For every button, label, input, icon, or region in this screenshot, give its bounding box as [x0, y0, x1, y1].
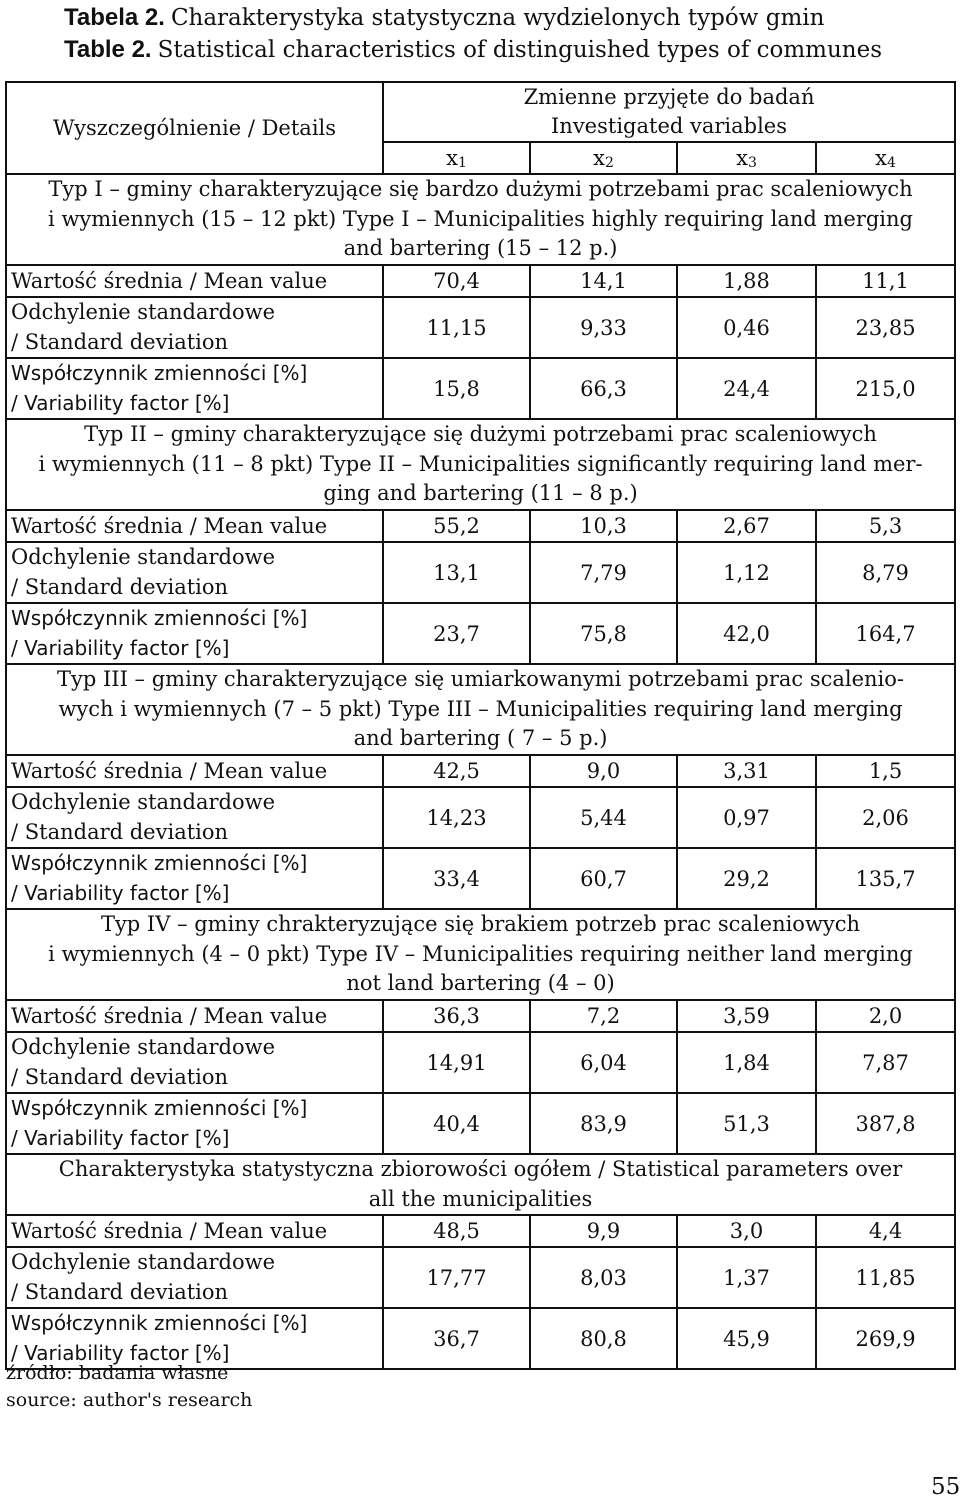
- section-title-line: Typ IV – gminy chrakteryzujące się brakiem potrzeb prac scaleniowych: [100, 912, 861, 937]
- mean-row: [6, 1215, 955, 1247]
- row-label-cv: [6, 848, 383, 909]
- sd-value-cell: 14,23: [383, 787, 530, 848]
- mean-value-cell: 9,0: [530, 755, 677, 787]
- sd-value-cell: 1,12: [677, 542, 816, 603]
- cv-value-cell: 45,9: [677, 1308, 816, 1369]
- section-header-row: [6, 909, 955, 1000]
- mean-value-cell: 2,67: [677, 510, 816, 542]
- row-label-mean: Wartość średnia / Mean value: [6, 265, 383, 297]
- cv-row: [6, 358, 955, 419]
- sd-row: [6, 542, 955, 603]
- caption-pl: [64, 2, 882, 34]
- row-label-sd-line1: Odchylenie standardowe: [11, 300, 276, 324]
- row-label-cv-line1: Współczynnik zmienności [%]: [11, 1096, 308, 1120]
- section-title: [6, 909, 955, 1000]
- sd-value-cell: 14,91: [383, 1032, 530, 1093]
- cv-value-cell: 164,7: [816, 603, 955, 664]
- row-label-sd-line1: Odchylenie standardowe: [11, 1250, 276, 1274]
- sd-value-cell: 23,85: [816, 297, 955, 358]
- sd-row: [6, 1032, 955, 1093]
- cv-value-cell: 33,4: [383, 848, 530, 909]
- sd-value-cell: 11,85: [816, 1247, 955, 1308]
- row-label-sd-line1: Odchylenie standardowe: [11, 1035, 276, 1059]
- mean-value-cell: 11,1: [816, 265, 955, 297]
- header-details: Wyszczególnienie / Details: [6, 82, 383, 174]
- row-label-mean: Wartość średnia / Mean value: [6, 1215, 383, 1247]
- header-variable: $x_3$: [677, 142, 816, 174]
- row-label-mean: Wartość średnia / Mean value: [6, 755, 383, 787]
- cv-value-cell: 15,8: [383, 358, 530, 419]
- page-number: 55: [931, 1474, 960, 1500]
- cv-row: [6, 1093, 955, 1154]
- row-label-cv: [6, 358, 383, 419]
- section-header-row: [6, 174, 955, 265]
- mean-value-cell: 5,3: [816, 510, 955, 542]
- sd-value-cell: 2,06: [816, 787, 955, 848]
- caption-en: [64, 34, 882, 66]
- sd-value-cell: 7,87: [816, 1032, 955, 1093]
- mean-value-cell: 9,9: [530, 1215, 677, 1247]
- cv-value-cell: 66,3: [530, 358, 677, 419]
- caption-en-title: Statistical characteristics of distinguished types of communes: [157, 37, 883, 63]
- cv-value-cell: 24,4: [677, 358, 816, 419]
- section-title-line: i wymiennych (15 – 12 pkt) Type I – Municipalities highly requiring land merging: [48, 206, 913, 231]
- section-title-line: Typ II – gminy charakteryzujące się dużymi potrzebami prac scaleniowych: [84, 422, 877, 447]
- sd-value-cell: 17,77: [383, 1247, 530, 1308]
- section-title-line: i wymiennych (11 – 8 pkt) Type II – Municipalities significantly requiring land mer-: [38, 451, 923, 476]
- cv-value-cell: 215,0: [816, 358, 955, 419]
- row-label-cv-line2: / Variability factor [%]: [11, 390, 230, 415]
- sd-value-cell: 5,44: [530, 787, 677, 848]
- header-group-en: Investigated variables: [551, 114, 788, 138]
- source-pl: źródło: badania własne: [6, 1362, 229, 1384]
- header-variable: $x_2$: [530, 142, 677, 174]
- mean-value-cell: 10,3: [530, 510, 677, 542]
- cv-value-cell: 42,0: [677, 603, 816, 664]
- cv-value-cell: 51,3: [677, 1093, 816, 1154]
- cv-value-cell: 269,9: [816, 1308, 955, 1369]
- section-title-line: not land bartering (4 – 0): [346, 971, 615, 996]
- section-title-line: and bartering ( 7 – 5 p.): [353, 726, 608, 751]
- section-title: [6, 174, 955, 265]
- sd-value-cell: 9,33: [530, 297, 677, 358]
- cv-value-cell: 135,7: [816, 848, 955, 909]
- row-label-cv-line1: Współczynnik zmienności [%]: [11, 606, 308, 630]
- section-title: [6, 1154, 955, 1215]
- cv-value-cell: 36,7: [383, 1308, 530, 1369]
- row-label-sd: [6, 1032, 383, 1093]
- mean-value-cell: 14,1: [530, 265, 677, 297]
- mean-value-cell: 55,2: [383, 510, 530, 542]
- header-variable: $x_4$: [816, 142, 955, 174]
- cv-row: [6, 848, 955, 909]
- sd-value-cell: 7,79: [530, 542, 677, 603]
- mean-row: [6, 265, 955, 297]
- sd-value-cell: 6,04: [530, 1032, 677, 1093]
- sd-value-cell: 1,84: [677, 1032, 816, 1093]
- row-label-sd: [6, 542, 383, 603]
- caption-pl-label: Tabela 2.: [64, 4, 165, 31]
- section-title-line: ging and bartering (11 – 8 p.): [323, 481, 638, 506]
- row-label-cv-line1: Współczynnik zmienności [%]: [11, 1311, 308, 1335]
- cv-row: [6, 603, 955, 664]
- mean-value-cell: 1,88: [677, 265, 816, 297]
- sd-value-cell: 8,03: [530, 1247, 677, 1308]
- header-variables-group: [383, 82, 955, 142]
- section-title: [6, 419, 955, 510]
- row-label-cv: [6, 603, 383, 664]
- mean-row: [6, 755, 955, 787]
- sd-value-cell: 11,15: [383, 297, 530, 358]
- mean-value-cell: 42,5: [383, 755, 530, 787]
- row-label-cv-line2: / Variability factor [%]: [11, 880, 230, 905]
- mean-row: [6, 510, 955, 542]
- statistics-table: [5, 81, 956, 1370]
- sd-row: [6, 297, 955, 358]
- row-label-sd: [6, 787, 383, 848]
- cv-value-cell: 83,9: [530, 1093, 677, 1154]
- section-header-row: [6, 419, 955, 510]
- section-title-line: i wymiennych (4 – 0 pkt) Type IV – Municipalities requiring neither land merging: [48, 941, 913, 966]
- row-label-sd-line2: / Standard deviation: [11, 1279, 229, 1304]
- row-label-mean: Wartość średnia / Mean value: [6, 510, 383, 542]
- cv-value-cell: 387,8: [816, 1093, 955, 1154]
- section-title-line: and bartering (15 – 12 p.): [343, 236, 618, 261]
- source-note: [6, 1360, 252, 1414]
- mean-value-cell: 4,4: [816, 1215, 955, 1247]
- sd-value-cell: 1,37: [677, 1247, 816, 1308]
- row-label-sd: [6, 297, 383, 358]
- header-group-pl: Zmienne przyjęte do badań: [523, 85, 815, 109]
- sd-value-cell: 8,79: [816, 542, 955, 603]
- row-label-sd-line2: / Standard deviation: [11, 1064, 229, 1089]
- cv-value-cell: 23,7: [383, 603, 530, 664]
- mean-value-cell: 70,4: [383, 265, 530, 297]
- row-label-cv-line2: / Variability factor [%]: [11, 635, 230, 660]
- sd-row: [6, 787, 955, 848]
- row-label-sd-line2: / Standard deviation: [11, 574, 229, 599]
- section-header-row: [6, 664, 955, 755]
- mean-value-cell: 1,5: [816, 755, 955, 787]
- mean-row: [6, 1000, 955, 1032]
- cv-value-cell: 40,4: [383, 1093, 530, 1154]
- cv-value-cell: 60,7: [530, 848, 677, 909]
- sd-value-cell: 0,46: [677, 297, 816, 358]
- section-title-line: Charakterystyka statystyczna zbiorowości ogółem / Statistical parameters over: [58, 1157, 903, 1181]
- caption-pl-title: Charakterystyka statystyczna wydzielonych typów gmin: [170, 5, 825, 31]
- row-label-sd: [6, 1247, 383, 1308]
- row-label-sd-line1: Odchylenie standardowe: [11, 790, 276, 814]
- section-title-line: Typ I – gminy charakteryzujące się bardzo dużymi potrzebami prac scaleniowych: [48, 177, 913, 202]
- row-label-sd-line2: / Standard deviation: [11, 819, 229, 844]
- caption-en-label: Table 2.: [64, 36, 152, 63]
- section-title-line: all the municipalities: [368, 1186, 593, 1211]
- section-title-line: wych i wymiennych (7 – 5 pkt) Type III – Municipalities requiring land merging: [58, 696, 903, 721]
- section-title: [6, 664, 955, 755]
- mean-value-cell: 3,31: [677, 755, 816, 787]
- row-label-cv-line2: / Variability factor [%]: [11, 1125, 230, 1150]
- sd-value-cell: 13,1: [383, 542, 530, 603]
- mean-value-cell: 48,5: [383, 1215, 530, 1247]
- sd-row: [6, 1247, 955, 1308]
- section-header-row: [6, 1154, 955, 1215]
- source-en: source: author's research: [6, 1389, 253, 1411]
- mean-value-cell: 36,3: [383, 1000, 530, 1032]
- row-label-sd-line1: Odchylenie standardowe: [11, 545, 276, 569]
- table-caption: [64, 2, 882, 66]
- section-title-line: Typ III – gminy charakteryzujące się umiarkowanymi potrzebami prac scalenio-: [57, 667, 905, 692]
- mean-value-cell: 2,0: [816, 1000, 955, 1032]
- row-label-sd-line2: / Standard deviation: [11, 329, 229, 354]
- row-label-cv-line1: Współczynnik zmienności [%]: [11, 361, 308, 385]
- row-label-cv: [6, 1093, 383, 1154]
- cv-value-cell: 75,8: [530, 603, 677, 664]
- sd-value-cell: 0,97: [677, 787, 816, 848]
- header-variable: $x_1$: [383, 142, 530, 174]
- cv-value-cell: 80,8: [530, 1308, 677, 1369]
- mean-value-cell: 7,2: [530, 1000, 677, 1032]
- mean-value-cell: 3,59: [677, 1000, 816, 1032]
- row-label-cv-line1: Współczynnik zmienności [%]: [11, 851, 308, 875]
- mean-value-cell: 3,0: [677, 1215, 816, 1247]
- row-label-cv-line2: / Variability factor [%]: [11, 1340, 230, 1365]
- cv-value-cell: 29,2: [677, 848, 816, 909]
- row-label-mean: Wartość średnia / Mean value: [6, 1000, 383, 1032]
